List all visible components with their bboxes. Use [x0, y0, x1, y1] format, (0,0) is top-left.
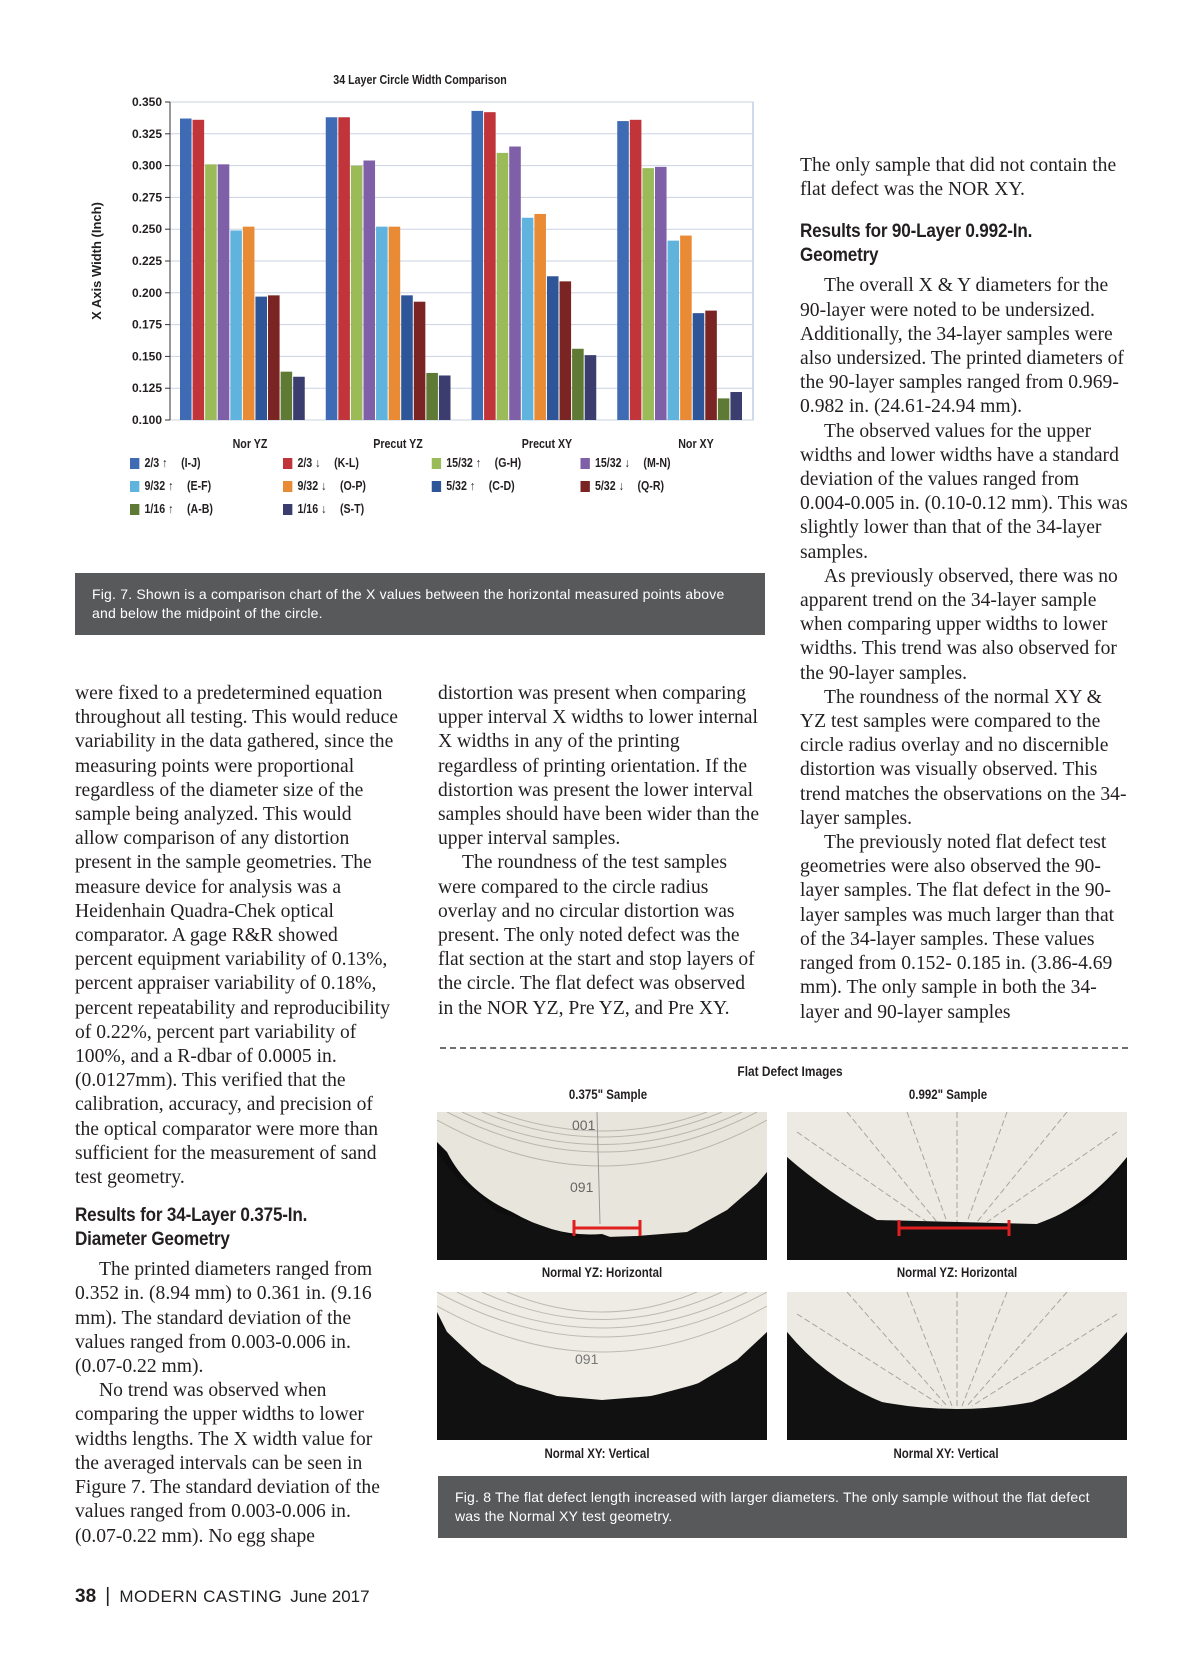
chart-bar: [534, 214, 546, 420]
col3-paragraph: The previously noted flat defect test geometries were also observed the 90-layer samples. The flat defect in the 90-layer samples was much larger than that of the 34-layer samples. These values ranged from 0.152- 0.185 in. (3.86-4.69 mm). The only sample in both the 34-layer and 90-layer samples: [800, 832, 1115, 1023]
chart-bar: [572, 349, 584, 420]
legend-swatch: [283, 481, 292, 492]
y-tick-label: 0.275: [131, 190, 162, 205]
legend-code: (G-H): [494, 456, 522, 470]
col2-paragraph: distortion was present when comparing upper interval X widths to lower internal X widths in any of the printing regardless of printing orientation. If the distortion was present the lower interval samples should have been wider than the upper interval samples.: [438, 683, 760, 850]
group-label-nor-xy: Nor XY: [678, 436, 714, 451]
fig8-caption: Fig. 8 The flat defect length increased with larger diameters. The only sample without the flat defect was the Normal XY test geometry.: [438, 1476, 1127, 1538]
fig8-column-label-right: 0.992" Sample: [908, 1087, 988, 1102]
chart-bar: [401, 295, 413, 420]
y-tick-label: 0.225: [131, 254, 162, 268]
legend-label: 9/32 ↑: [144, 479, 174, 493]
defect-photo-small-yz: [437, 1112, 767, 1260]
chart-bar: [281, 372, 293, 420]
legend-label: 1/16 ↓: [297, 502, 327, 516]
issue-date: June 2017: [290, 1586, 370, 1606]
col3-paragraph: The observed values for the upper widths and lower widths have a standard deviation of the values ranged from 0.004-0.005 in. (0.10-0.12 mm). This was slightly lower than that of the 34-layer samples.: [800, 420, 1128, 563]
fig8-title: Flat Defect Images: [737, 1063, 843, 1079]
chart-bar: [439, 375, 451, 420]
chart-bar: [585, 355, 597, 420]
legend-swatch: [130, 458, 139, 469]
defect-photo-art: [437, 1112, 767, 1260]
defect-photo-large-xy: [787, 1292, 1127, 1440]
col1-paragraph: were fixed to a predetermined equation throughout all testing. This would reduce variability in the data gathered, since the measuring points were proportional regardless of the diameter size of the sample being analyzed. This would allow comparison of any distortion present in the sample geometries. The measure device for analysis was a Heidenhain Quadra-Chek optical comparator. A gage R&R showed percent equipment variability of 0.13%, percent appraiser variability of 0.18%, percent repeatability and reproducibility of 0.22%, percent part variability of 100%, and a R-dbar of 0.0005 in. (0.0127mm). This verified that the calibration, accuracy, and precision of the optical comparator were more than sufficient for the measurement of sand test geometry.: [75, 683, 398, 1189]
section-heading-34-layer: Results for 34-Layer 0.375-In. Diameter Geometry: [75, 1205, 308, 1251]
legend-item: [283, 479, 366, 493]
text-column-2: [438, 682, 763, 1021]
chart-title: 34 Layer Circle Width Comparison: [333, 72, 507, 87]
fig7-chart: [75, 70, 765, 575]
col3-paragraph: As previously observed, there was no apparent trend on the 34-layer sample when comparing upper widths to lower widths. This trend was also observed for the 90-layer samples.: [800, 565, 1118, 684]
chart-bar: [472, 111, 484, 420]
y-tick-label: 0.125: [131, 381, 162, 396]
group-label-nor-yz: Nor YZ: [232, 436, 268, 451]
legend-label: 15/32 ↑: [446, 456, 482, 470]
chart-bar: [414, 302, 426, 420]
chart-bar: [522, 218, 534, 420]
bar-chart-svg: [75, 70, 765, 450]
legend-label: 9/32 ↓: [297, 479, 327, 493]
chart-bar: [497, 153, 509, 420]
fig8-column-label-left: 0.375" Sample: [568, 1087, 648, 1102]
chart-bar: [484, 112, 496, 420]
chart-bar: [642, 168, 654, 420]
chart-bar: [180, 119, 192, 420]
chart-bar: [668, 241, 680, 420]
y-tick-label: 0.250: [131, 222, 162, 237]
legend-code: (I-J): [181, 456, 201, 470]
legend-code: (M-N): [643, 456, 671, 470]
chart-bar: [376, 227, 388, 420]
legend-code: (E-F): [187, 479, 212, 493]
legend-item: [130, 502, 213, 516]
y-tick-label: 0.100: [131, 413, 162, 427]
chart-bar: [351, 166, 363, 420]
chart-bar: [426, 373, 438, 420]
y-tick-label: 0.200: [131, 285, 162, 300]
col3-paragraph: The roundness of the normal XY & YZ test samples were compared to the circle radius overlay and no discernible distortion was visually observed. This trend matches the observations on the 34-layer samples.: [800, 686, 1127, 829]
col2-paragraph: The roundness of the test samples were compared to the circle radius overlay and no circular distortion was present. The only noted defect was the flat section at the start and stop layers of the circle. The flat defect was observed in the NOR YZ, Pre YZ, and Pre XY.: [438, 852, 755, 1019]
legend-item: [581, 479, 665, 493]
svg-text:001: 001: [572, 1117, 596, 1133]
legend-swatch: [283, 458, 292, 469]
legend-swatch: [432, 481, 441, 492]
col1-paragraph: The printed diameters ranged from 0.352 in. (8.94 mm) to 0.361 in. (9.16 mm). The standard deviation of the values ranged from 0.003-0.006 in. (0.07-0.22 mm).: [75, 1259, 373, 1378]
fig8-label-top-right: Normal YZ: Horizontal: [896, 1265, 1018, 1280]
chart-bar: [205, 164, 217, 420]
chart-bar: [193, 120, 205, 420]
y-tick-label: 0.350: [131, 95, 162, 109]
legend-label: 5/32 ↑: [446, 479, 476, 493]
svg-text:091: 091: [570, 1179, 594, 1195]
chart-bar: [730, 392, 742, 420]
text-column-3: [800, 154, 1130, 1025]
legend-label: 15/32 ↓: [594, 456, 630, 470]
y-tick-label: 0.150: [131, 349, 162, 364]
chart-bar: [363, 161, 375, 420]
y-tick-label: 0.300: [131, 158, 162, 173]
defect-photo-art: [787, 1292, 1127, 1440]
defect-photo-art: [787, 1112, 1127, 1260]
fig8-label-top-left: Normal YZ: Horizontal: [541, 1265, 663, 1280]
legend-item: [581, 456, 671, 470]
chart-bar: [389, 227, 401, 420]
legend-swatch: [130, 504, 139, 515]
legend-code: (A-B): [187, 502, 213, 516]
legend-item: [130, 456, 201, 470]
legend-label: 2/3 ↑: [144, 456, 168, 470]
chart-bar: [338, 117, 350, 420]
chart-bar: [268, 295, 280, 420]
magazine-name: MODERN CASTING: [119, 1586, 283, 1606]
chart-bar: [560, 281, 572, 420]
col1-paragraph: No trend was observed when comparing the upper widths to lower widths lengths. The X width value for the averaged intervals can be seen in Figure 7. The standard deviation of the values ranged from 0.003-0.006 in. (0.07-0.22 mm). No egg shape: [75, 1380, 380, 1547]
section-heading-90-layer: Results for 90-Layer 0.992-In. Geometry: [800, 221, 1033, 267]
fig8-label-bottom-right: Normal XY: Vertical: [893, 1446, 999, 1461]
legend-item: [432, 479, 515, 493]
legend-code: (O-P): [340, 479, 366, 493]
chart-bar: [693, 313, 705, 420]
chart-bar: [680, 236, 692, 420]
legend-swatch: [581, 481, 590, 492]
chart-bar: [218, 164, 230, 420]
page-footer: [75, 1585, 370, 1608]
legend-label: 5/32 ↓: [594, 479, 624, 493]
group-label-precut-yz: Precut YZ: [373, 436, 423, 451]
chart-bar: [630, 120, 642, 420]
fig7-caption: Fig. 7. Shown is a comparison chart of the X values between the horizontal measured points above and below the midpoint of the circle.: [75, 573, 765, 635]
footer-divider: |: [105, 1585, 111, 1607]
defect-photo-small-xy: [437, 1292, 767, 1440]
y-tick-label: 0.175: [131, 317, 162, 332]
chart-bar: [655, 167, 667, 420]
section-divider: [440, 1047, 1128, 1049]
group-label-precut-xy: Precut XY: [521, 436, 573, 451]
defect-photo-art: [437, 1292, 767, 1440]
y-tick-label: 0.325: [131, 126, 162, 141]
y-axis-label: X Axis Width (Inch): [89, 202, 104, 320]
legend-code: (S-T): [340, 502, 365, 516]
svg-text:091: 091: [575, 1351, 599, 1367]
legend-code: (Q-R): [637, 479, 665, 493]
col3-paragraph: The only sample that did not contain the flat defect was the NOR XY.: [800, 155, 1117, 201]
chart-bar: [718, 398, 730, 420]
chart-bar: [293, 377, 305, 420]
legend-code: (C-D): [488, 479, 515, 493]
chart-legend: [130, 456, 671, 526]
legend-item: [432, 456, 521, 470]
chart-bar: [255, 297, 267, 420]
legend-swatch: [581, 458, 590, 469]
legend-item: [130, 479, 211, 493]
chart-bar: [230, 230, 242, 420]
chart-bar: [705, 311, 717, 420]
chart-bar: [547, 276, 559, 420]
fig8-label-bottom-left: Normal XY: Vertical: [544, 1446, 650, 1461]
col3-paragraph: The overall X & Y diameters for the 90-layer were noted to be undersized. Additionally, the 34-layer samples were also undersized. The printed diameters of the 90-layer samples ranged from 0.969-0.982 in. (24.61-24.94 mm).: [800, 275, 1124, 418]
legend-item: [283, 502, 364, 516]
chart-bar: [509, 147, 521, 420]
legend-label: 2/3 ↓: [297, 456, 321, 470]
legend-item: [283, 456, 359, 470]
legend-swatch: [130, 481, 139, 492]
legend-swatch: [283, 504, 292, 515]
page-number: 38: [75, 1585, 97, 1607]
chart-bar: [243, 227, 255, 420]
chart-bar: [617, 121, 629, 420]
legend-swatch: [432, 458, 441, 469]
legend-code: (K-L): [334, 456, 359, 470]
text-column-1: [75, 682, 400, 1549]
legend-label: 1/16 ↑: [144, 502, 174, 516]
defect-photo-large-yz: [787, 1112, 1127, 1260]
chart-bar: [326, 117, 338, 420]
